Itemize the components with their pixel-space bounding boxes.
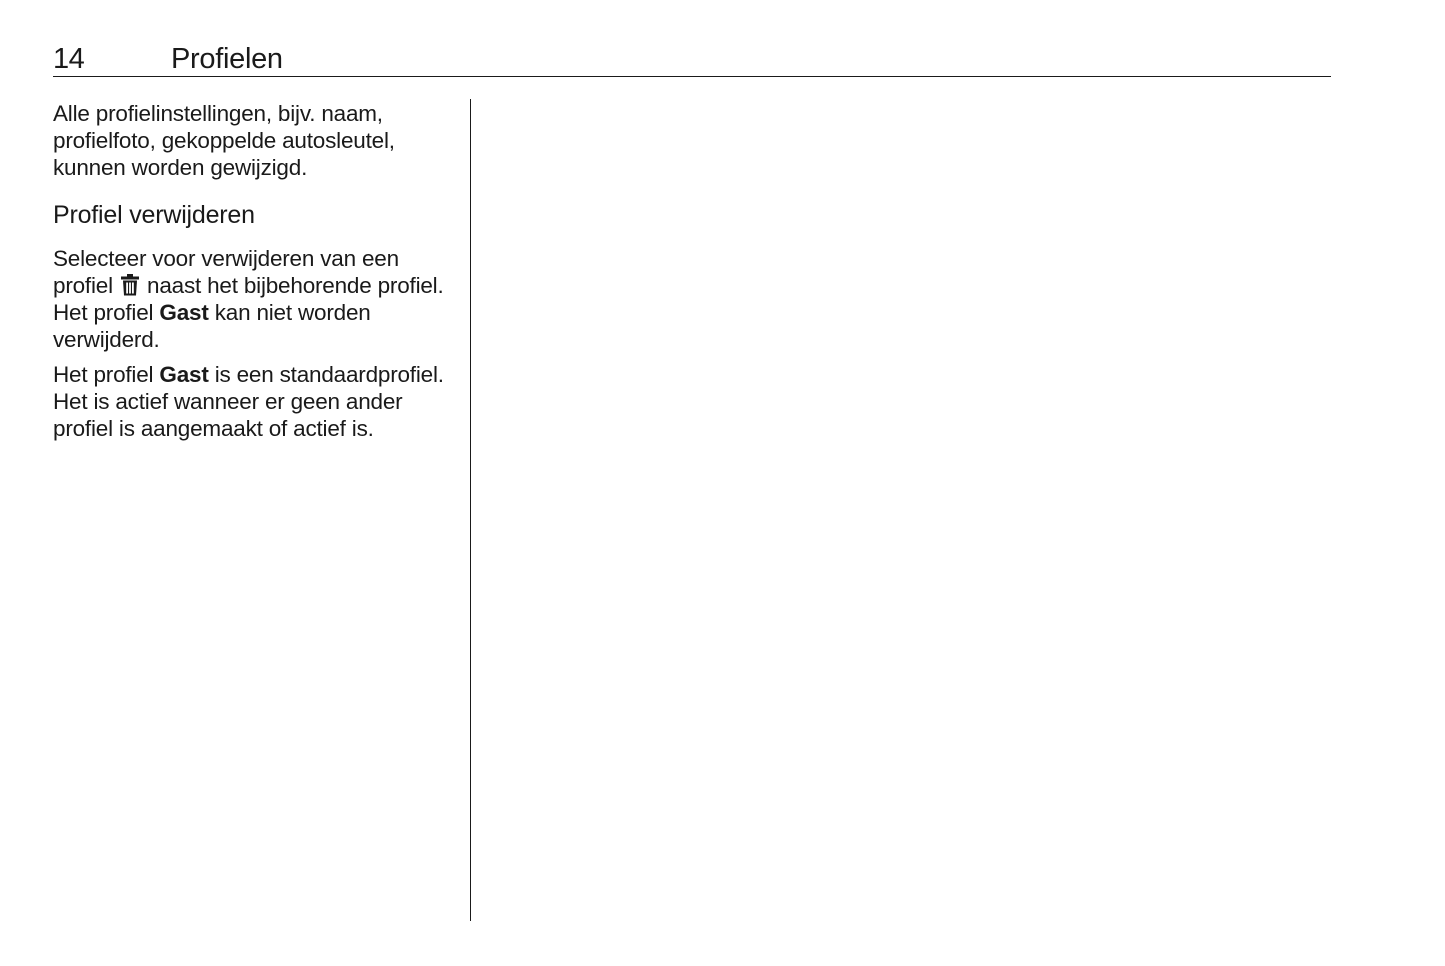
guest-text-1: Het profiel — [53, 362, 154, 387]
page-number: 14 — [53, 43, 85, 75]
guest-profile-name: Gast — [159, 300, 209, 325]
delete-text-1: Selecteer voor verwijderen van een profiel — [53, 246, 399, 298]
column-divider — [470, 99, 471, 921]
section-heading: Profiel verwijderen — [53, 201, 255, 229]
guest-profile-paragraph — [53, 361, 453, 442]
left-column — [53, 100, 453, 442]
intro-paragraph: Alle profielinstellingen, bijv. naam, profielfoto, gekoppelde autosleutel, kunnen worden gewijzigd. — [53, 101, 395, 180]
page-header — [53, 42, 1331, 77]
guest-profile-name-2: Gast — [159, 362, 209, 387]
chapter-title: Profielen — [171, 43, 283, 75]
delete-profile-paragraph — [53, 245, 453, 353]
delete-text-2: naast het bijbehorende profiel. Het profiel — [53, 273, 444, 325]
delete-text-3: kan niet worden verwijderd. — [53, 300, 371, 352]
guest-text-2: is een standaardprofiel. Het is actief wanneer er geen ander profiel is aangemaakt of actief is. — [53, 362, 444, 441]
trash-icon — [120, 274, 140, 296]
